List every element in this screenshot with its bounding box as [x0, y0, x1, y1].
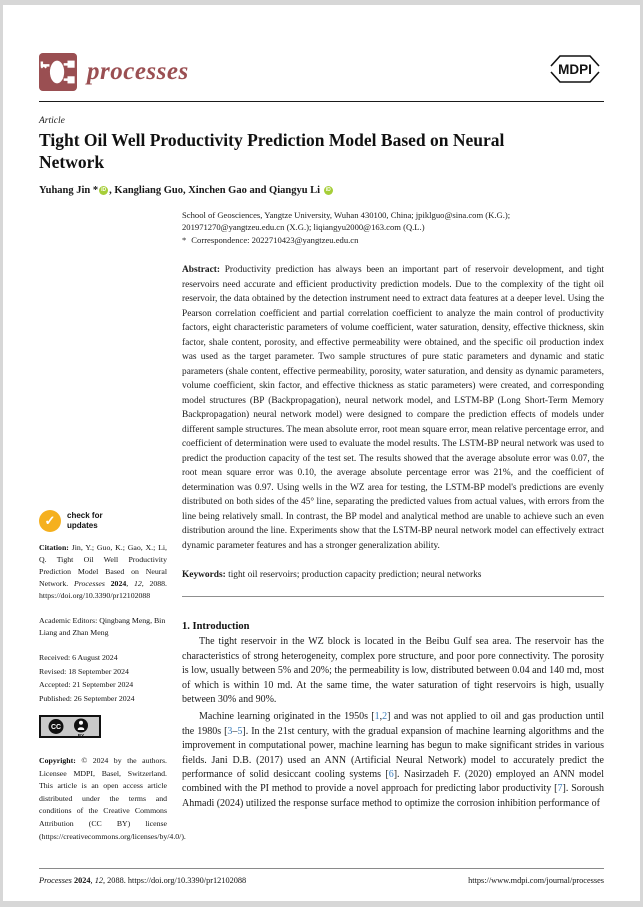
date-revised: Revised: 18 September 2024 — [39, 666, 129, 676]
author-names-first: Yuhang Jin * — [39, 185, 99, 196]
author-names-rest: , Kangliang Guo, Xinchen Gao and Qiangyu Li — [109, 185, 323, 196]
citation-block: Citation: Jin, Y.; Guo, K.; Gao, X.; Li, Q. Tight Oil Well Productivity Prediction Model Based on Neural Network. Processes 2024, 12, 2088. https://doi.org/10.3390/pr12102088 — [39, 543, 167, 600]
orcid-icon[interactable]: iD — [325, 187, 331, 193]
ref-link[interactable]: 1 — [374, 711, 380, 723]
ref-link[interactable]: 3 — [227, 725, 233, 737]
abstract-text: Productivity prediction has always been an important part of reservoir development, and tight reservoirs need accurate and efficient productivity prediction models. Due to the complexity of the tight oil reservoir, the data obtained by the detection instrument need to extract data features at a deeper level. Using the Pearson correlation coefficient and partial correlation coefficient to analyze the main control of productivity factors, eight characteristic parameters of volume coefficient, water saturation, density, effective thickness, skin factor, shale content, porosity, and effective permeability were obtained, and the specific oil production index was used as the target parameter. Two sample structures of pure static parameters and dynamic and static parameters (shale content, effective permeability, porosity, water saturation, and density as dynamic parameters, volume coefficient, skin factor, and effective thickness as static parameters) were created, and corresponding model structures (BP (Backpropagation), neural network model, and LSTM-BP (Long Short-Term Memory Backpropagation) neural network model) were designed to compare the prediction effects of models under different sample structures. The mean absolute error, root mean square error, mean relative percentage error, and coefficient of determination were used to evaluate the model results. The LSTM-BP neural network was used to predict the production capacity of the test set. The results showed that the average absolute error was 0.07, the root mean square error was 0.10, the average absolute percentage error was 21%, and the coefficient of determination was 0.97. Using wells in the WZ area for testing, the LSTM-BP model's predictions are evenly distributed on both sides of the 45° line, separating the predicted values from actual values, with errors from the line being relatively small. In contrast, the BP model and analytical method are unable to achieve such an even distribution around the line. Experiments show that the LSTM-BP neural network model can effectively extract dynamic parameter features and has a stronger generalization ability. — [182, 265, 604, 551]
processes-logo-icon — [39, 53, 77, 91]
affiliation-block — [182, 210, 604, 246]
keywords-divider — [182, 596, 604, 597]
svg-text:BY: BY — [77, 732, 85, 738]
intro-paragraph-2: Machine learning originated in the 1950s [1,2] and was not applied to oil and gas production until the 1980s [3–5]. In the 21st century, with the gradual expansion of machine learning algorithms and the improvement in computational power, machine learning has begun to make significant strides in various fields. Jani D.B. (2017) used an ANN (Artificial Neural Network) model to accurately predict the performance of solid desiccant cooling systems [6]. Nasirzadeh F. (2020) employed an ANN model combined with the PI method to provide a novel approach for predicting labor productivity [7]. Soroush Ahmadi (2024) utilized the response surface method to optimize the corrosion inhibition performance of — [182, 711, 605, 809]
paper-page — [3, 5, 640, 901]
orcid-icon[interactable]: iD — [101, 187, 107, 193]
abstract-paragraph — [182, 263, 604, 553]
affiliation-line2: 201971270@yangtzeu.edu.cn (X.G.); liqiangyu2000@163.com (Q.L.) — [182, 221, 425, 232]
ref-link[interactable]: 7 — [557, 783, 563, 795]
check-icon: ✓ — [39, 510, 61, 532]
abstract-label: Abstract: — [182, 265, 221, 276]
cc-license-badge[interactable] — [39, 715, 167, 745]
correspondence-text[interactable]: Correspondence: 2022710423@yangtzeu.edu.cn — [191, 234, 359, 245]
check-label-line1: check for — [67, 511, 103, 521]
intro-paragraph-1: The tight reservoir in the WZ block is located in the Beibu Gulf sea area. The reservoir has the characteristics of strong heterogeneity, complex pore structure, and poor pore connectivity. The porosity is low, usually between 5% and 20%; the permeability is low, distributed between 0.04 and 140 md, most of which is within 10 md. At the same time, the water saturation of tight reservoirs is high, usually between 30% and 90%. — [182, 636, 604, 706]
section-heading-introduction: 1. Introduction — [182, 621, 250, 633]
ref-link[interactable]: 5 — [237, 725, 243, 737]
header-divider — [39, 101, 604, 102]
keywords-text: tight oil reservoirs; production capacity prediction; neural networks — [228, 570, 482, 581]
correspondence-marker: * — [182, 234, 187, 245]
date-published: Published: 26 September 2024 — [39, 693, 135, 703]
ref-link[interactable]: 2 — [382, 711, 388, 723]
svg-text:CC: CC — [50, 724, 62, 731]
affiliation-line1: School of Geosciences, Yangtze University, Wuhan 430100, China; jpiklguo@sina.com (K.G.); — [182, 210, 511, 220]
history-dates — [39, 651, 167, 705]
keywords-line — [182, 568, 604, 582]
check-for-updates-badge[interactable] — [39, 510, 167, 532]
check-label-line2: updates — [67, 521, 98, 530]
page-title: Tight Oil Well Productivity Prediction Model Based on Neural Network — [39, 130, 505, 172]
journal-logo[interactable] — [39, 53, 189, 91]
copyright-notice: Copyright: © 2024 by the authors. Licensee MDPI, Basel, Switzerland. This article is an open access article distributed under the terms and conditions of the Creative Commons Attribution (CC BY) license (https://creativecommons.org/licenses/by/4.0/). — [39, 756, 186, 841]
by-person-icon — [74, 719, 88, 733]
mdpi-logo[interactable] — [546, 51, 604, 92]
journal-name: processes — [87, 57, 189, 85]
keywords-label: Keywords: — [182, 570, 226, 581]
date-accepted: Accepted: 21 September 2024 — [39, 680, 134, 689]
left-sidebar — [39, 210, 186, 852]
check-for-updates-label — [67, 511, 103, 530]
footer-journal-url[interactable]: https://www.mdpi.com/journal/processes — [468, 876, 604, 885]
main-column — [182, 210, 604, 811]
correspondence-line — [182, 235, 604, 247]
academic-editors: Academic Editors: Qingbang Meng, Bin Liang and Zhan Meng — [39, 616, 166, 637]
ref-link[interactable]: 6 — [388, 769, 394, 781]
date-received: Received: 6 August 2024 — [39, 653, 118, 662]
mdpi-logo-text: MDPI — [558, 62, 592, 77]
footer-journal-ref: Processes 2024, 12, 2088. https://doi.org/10.3390/pr12102088 — [39, 876, 247, 885]
page-header — [3, 5, 640, 92]
content-columns — [39, 210, 604, 852]
page-footer — [39, 868, 604, 885]
article-type-label: Article — [39, 116, 65, 126]
authors-line — [39, 185, 604, 196]
